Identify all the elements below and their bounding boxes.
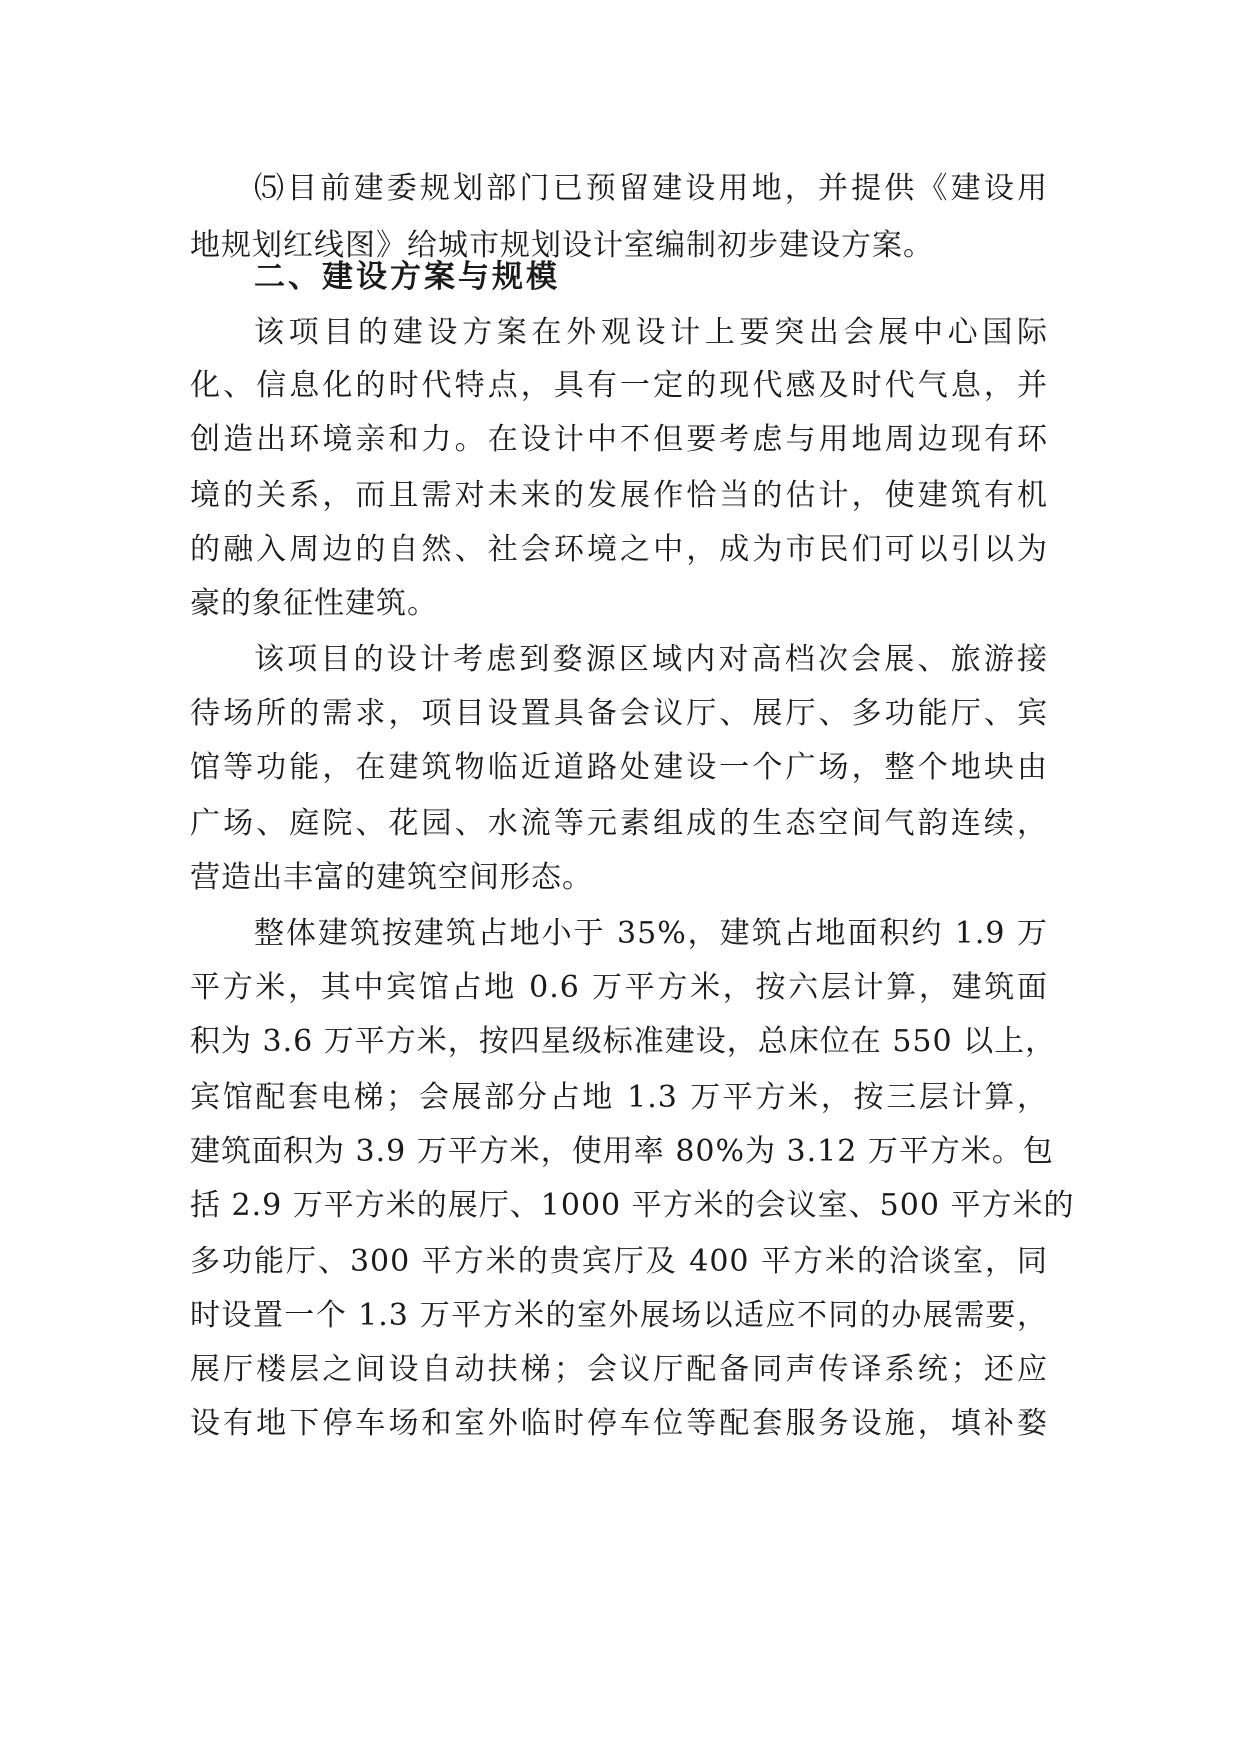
section-heading: 二、建设方案与规模 xyxy=(254,259,560,295)
scale-paragraph-line-1: 整体建筑按建筑占地小于 35%，建筑占地面积约 1.9 万 xyxy=(254,916,1048,951)
scale-paragraph-line-4: 宾馆配套电梯；会展部分占地 1.3 万平方米，按三层计算， xyxy=(190,1080,1048,1115)
functions-paragraph-line-2: 待场所的需求，项目设置具备会议厅、展厅、多功能厅、宾 xyxy=(190,696,1048,731)
scale-paragraph-line-7: 多功能厅、300 平方米的贵宾厅及 400 平方米的洽谈室，同 xyxy=(190,1244,1048,1279)
scale-paragraph-line-3: 积为 3.6 万平方米，按四星级标准建设，总床位在 550 以上， xyxy=(190,1024,1057,1059)
design-paragraph-line-6: 豪的象征性建筑。 xyxy=(190,586,438,621)
scale-paragraph-line-8: 时设置一个 1.3 万平方米的室外展场以适应不同的办展需要， xyxy=(190,1298,1048,1333)
paragraph-5-line-2: 地规划红线图》给城市规划设计室编制初步建设方案。 xyxy=(190,228,934,263)
design-paragraph-line-3: 创造出环境亲和力。在设计中不但要考虑与用地周边现有环 xyxy=(190,422,1048,457)
scale-paragraph-line-2: 平方米，其中宾馆占地 0.6 万平方米，按六层计算，建筑面 xyxy=(190,970,1048,1005)
design-paragraph-line-4: 境的关系，而且需对未来的发展作恰当的估计，使建筑有机 xyxy=(190,478,1048,513)
functions-paragraph-line-3: 馆等功能，在建筑物临近道路处建设一个广场，整个地块由 xyxy=(190,750,1048,785)
functions-paragraph-line-5: 营造出丰富的建筑空间形态。 xyxy=(190,860,593,895)
design-paragraph-line-1: 该项目的建设方案在外观设计上要突出会展中心国际 xyxy=(254,315,1048,350)
scale-paragraph-line-5: 建筑面积为 3.9 万平方米，使用率 80%为 3.12 万平方米。包 xyxy=(190,1134,1054,1169)
scale-paragraph-line-10: 设有地下停车场和室外临时停车位等配套服务设施，填补婺 xyxy=(190,1406,1048,1441)
design-paragraph-line-2: 化、信息化的时代特点，具有一定的现代感及时代气息，并 xyxy=(190,368,1048,403)
functions-paragraph-line-4: 广场、庭院、花园、水流等元素组成的生态空间气韵连续， xyxy=(190,806,1048,841)
functions-paragraph-line-1: 该项目的设计考虑到婺源区域内对高档次会展、旅游接 xyxy=(254,642,1048,677)
scale-paragraph-line-9: 展厅楼层之间设自动扶梯；会议厅配备同声传译系统；还应 xyxy=(190,1352,1048,1387)
paragraph-5-line-1: ⑸目前建委规划部门已预留建设用地，并提供《建设用 xyxy=(254,171,1048,206)
design-paragraph-line-5: 的融入周边的自然、社会环境之中，成为市民们可以引以为 xyxy=(190,532,1048,567)
scale-paragraph-line-6: 括 2.9 万平方米的展厅、1000 平方米的会议室、500 平方米的 xyxy=(190,1188,1075,1223)
